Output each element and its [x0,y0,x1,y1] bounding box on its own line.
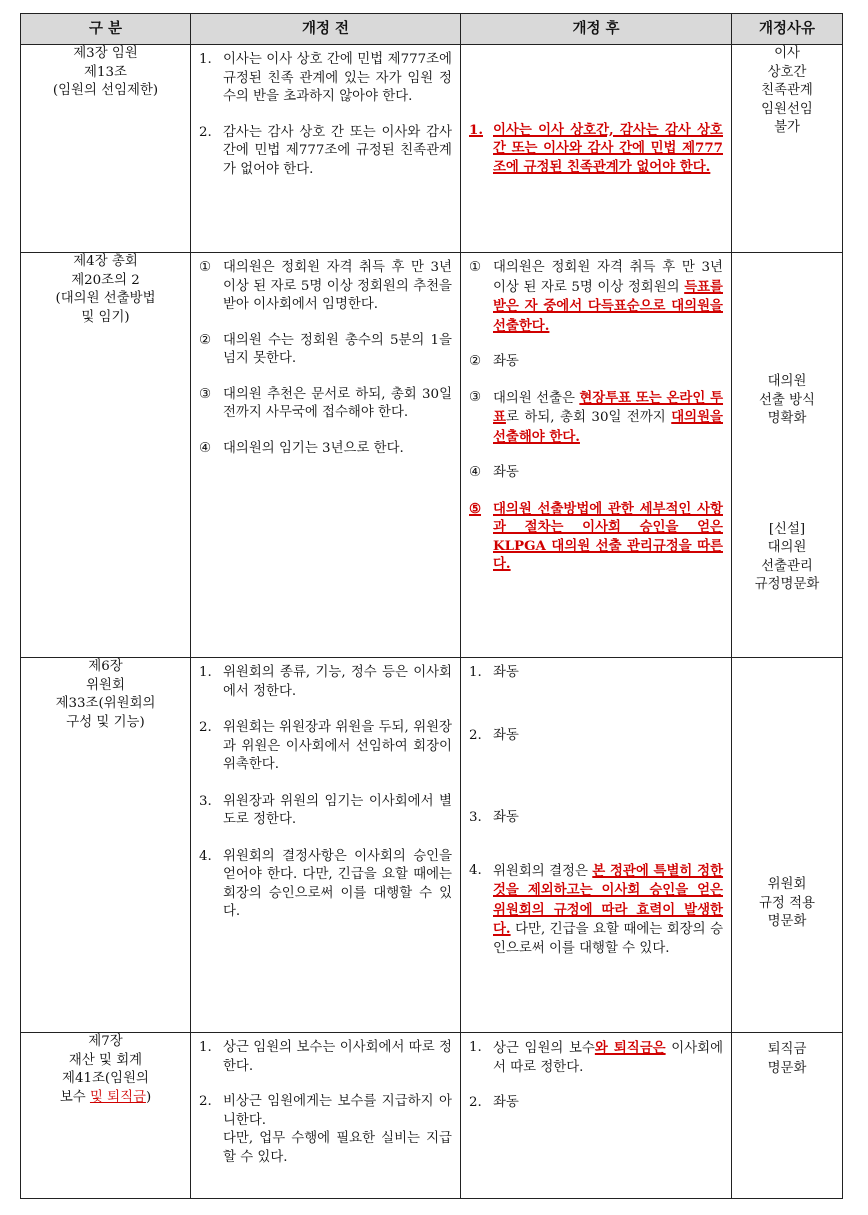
list-item: 1. 좌동 [469,665,519,680]
before-cell [191,253,461,658]
list-item: 2. 좌동 [469,727,519,743]
list-item: ① 대의원은 정회원 자격 취득 후 만 3년 이상 된 자로 5명 이상 정회원의 득표를 받은 자 중에서 다득표순으로 대의원을 선출한다. [469,260,723,334]
list-item: 1. 이사는 이사 상호간, 감사는 감사 상호간 또는 이사와 감사 간에 민법 제777조에 규정된 친족관계가 없어야 한다. [469,121,723,175]
list-item: 2. 좌동 [469,1095,519,1110]
header-row [21,14,843,45]
after-cell [461,1033,732,1199]
header-before: 개정 전 [191,14,461,45]
list-item: ④ 대의원의 임기는 3년으로 한다. [199,440,404,456]
header-after: 개정 후 [461,14,732,45]
reason-cell: 이사 상호간 친족관계 임원선임 불가 [732,45,843,253]
list-item: ① 대의원은 정회원 자격 취득 후 만 3년 이상 된 자로 5명 이상 정회원의 추천을 받아 이사회에서 임명한다. [199,260,452,312]
before-cell [191,658,461,1033]
list-item: ⑤ 대의원 선출방법에 관한 세부적인 사항과 절차는 이사회 승인을 얻은 KLPGA 대의원 선출 관리규정을 따른다. [469,500,723,572]
list-item: 2. 비상근 임원에게는 보수를 지급하지 아니한다. 다만, 업무 수행에 필요한 실비는 지급할 수 있다. [199,1094,452,1165]
section-cell: 제4장 총회 제20조의 2 (대의원 선출방법 및 임기) [21,253,191,658]
table-row [21,253,843,658]
list-item: 1. 상근 임원의 보수는 이사회에서 따로 정한다. [199,1040,452,1074]
list-item: 1. 위원회의 종류, 기능, 정수 등은 이사회에서 정한다. [199,665,452,699]
reason-block: 대의원 선출 방식 명확화 [759,374,815,426]
reason-block: 퇴직금 명문화 [767,1042,807,1076]
section-cell: 제7장 재산 및 회계 제41조(임원의 보수 및 퇴직금) [21,1033,191,1199]
header-section: 구 분 [21,14,191,45]
list-item: ④ 좌동 [469,465,519,480]
reason-block: [신설] 대의원 선출관리 규정명문화 [754,521,820,592]
list-item: 3. 위원장과 위원의 임기는 이사회에서 별도로 정한다. [199,793,452,827]
reason-cell [732,658,843,1033]
before-cell [191,1033,461,1199]
list-item: ③ 대의원 추천은 문서로 하되, 총회 30일 전까지 사무국에 접수해야 한다. [199,386,452,420]
section-cell: 제6장 위원회 제33조(위원회의 구성 및 기능) [21,658,191,1033]
header-reason: 개정사유 [732,14,843,45]
reason-cell [732,253,843,658]
amendment-comparison-table [20,13,843,1199]
list-item: ③ 대의원 선출은 현장투표 또는 온라인 투표로 하되, 총회 30일 전까지 대의원을 선출해야 한다. [469,389,724,445]
after-cell [461,45,732,253]
reason-cell [732,1033,843,1199]
section-cell: 제3장 임원 제13조 (임원의 선임제한) [21,45,191,253]
list-item: 2. 감사는 감사 상호 간 또는 이사와 감사 간에 민법 제777조에 규정된 친족관계가 없어야 한다. [199,124,452,177]
after-cell [461,658,732,1033]
table-row [21,658,843,1033]
table-row [21,1033,843,1199]
list-item: 2. 위원회는 위원장과 위원을 두되, 위원장과 위원은 이사회에서 선임하여 회장이 위촉한다. [199,720,452,772]
list-item: 4. 위원회의 결정사항은 이사회의 승인을 얻어야 한다. 다만, 긴급을 요할 때에는 회장의 승인으로써 이를 대행할 수 있다. [199,848,452,919]
before-cell [191,45,461,253]
list-item: 3. 좌동 [469,810,519,825]
list-item: 1. 이사는 이사 상호 간에 민법 제777조에 규정된 친족 관계에 있는 자가 임원 정수의 반을 초과하지 않아야 한다. [199,52,452,104]
list-item: ② 대의원 수는 정회원 총수의 5분의 1을 넘지 못한다. [199,332,452,366]
list-item: 4. 위원회의 결정은 본 정관에 특별히 정한 것을 제외하고는 이사회 승인을 얻은 위원회의 규정에 따라 효력이 발생한다. 다만, 긴급을 요할 때에는 회장의 승인으로써 이를 대행할 수 있다. [469,862,724,956]
list-item: 1. 상근 임원의 보수와 퇴직금은 이사회에서 따로 정한다. [469,1040,724,1075]
list-item: ② 좌동 [469,354,519,369]
after-cell [461,253,732,658]
table-row [21,45,843,253]
reason-block: 위원회 규정 적용 명문화 [759,877,815,929]
